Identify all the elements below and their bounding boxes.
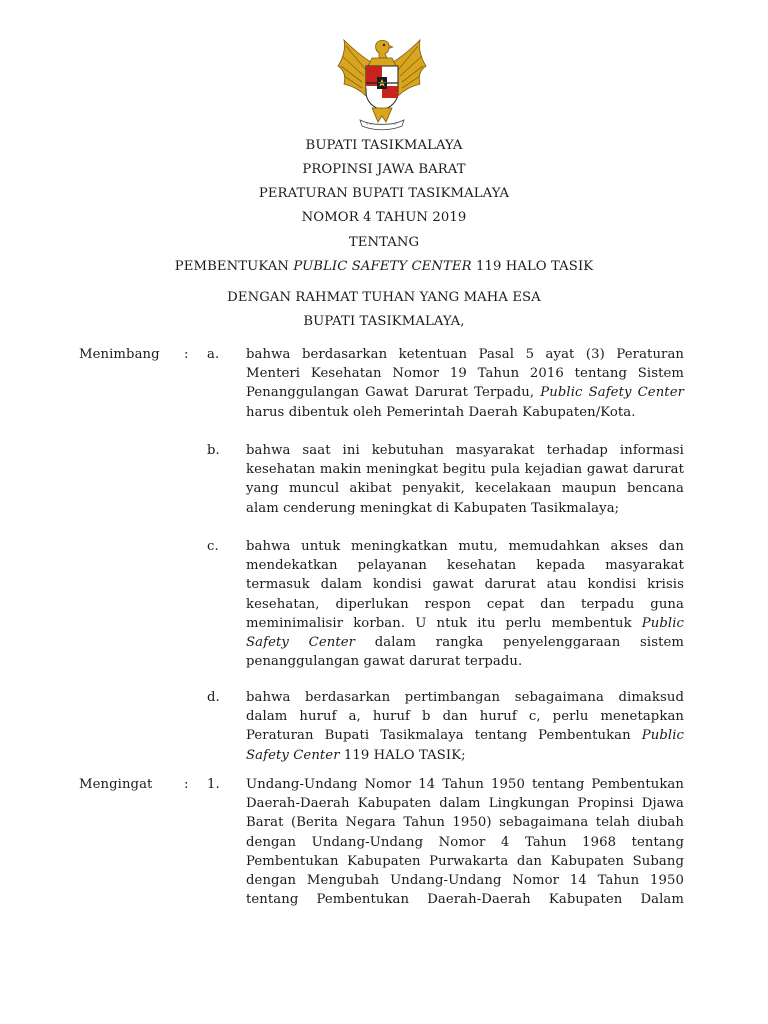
menimbang-item-a-text: bahwa berdasarkan ketentuan Pasal 5 ayat (3) Peraturan Menteri Kesehatan Nomor 19 Tahun 2016 tentang Sistem Penanggulangan Gawat Darurat Terpadu, bbox=[246, 347, 684, 401]
menimbang-item-b bbox=[246, 441, 684, 518]
header-regent-signature-line: BUPATI TASIKMALAYA, bbox=[303, 314, 465, 329]
header-about: TENTANG bbox=[348, 235, 420, 250]
header-subject bbox=[0, 257, 768, 276]
menimbang-item-c-mark: c. bbox=[207, 539, 219, 554]
menimbang-item-d-italic: Public Safety Center bbox=[246, 728, 684, 763]
header-regulation-title: PERATURAN BUPATI TASIKMALAYA bbox=[258, 186, 510, 201]
header-province: PROPINSI JAWA BARAT bbox=[302, 162, 466, 177]
menimbang-item-b-mark: b. bbox=[207, 443, 220, 458]
mengingat-item-1 bbox=[246, 775, 684, 909]
menimbang-item-d-text: bahwa berdasarkan pertimbangan sebagaimana dimaksud dalam huruf a, huruf b dan huruf c, perlu menetapkan Peraturan Bupati Tasikmalaya tentang Pembentukan bbox=[246, 690, 684, 744]
garuda-emblem-icon bbox=[332, 36, 432, 132]
menimbang-item-c-text: bahwa untuk meningkatkan mutu, memudahkan akses dan mendekatkan pelayanan kesehatan kepada masyarakat termasuk dalam kondisi gawat darurat atau kondisi krisis kesehatan, diperlukan respon cepat dan terpadu guna meminimalisir korban. U ntuk itu perlu membentuk bbox=[246, 539, 684, 631]
header-subject-italic: PUBLIC SAFETY CENTER bbox=[293, 259, 472, 274]
header-regent-title: BUPATI TASIKMALAYA bbox=[305, 138, 463, 153]
menimbang-item-a-mark: a. bbox=[207, 347, 220, 362]
menimbang-item-d bbox=[246, 688, 684, 765]
header-invocation: DENGAN RAHMAT TUHAN YANG MAHA ESA bbox=[227, 290, 541, 305]
header-subject-post: 119 HALO TASIK bbox=[471, 259, 594, 274]
menimbang-item-d-text-end: 119 HALO TASIK; bbox=[339, 747, 466, 763]
menimbang-label: Menimbang bbox=[79, 347, 160, 362]
menimbang-item-c bbox=[246, 537, 684, 671]
menimbang-item-c-italic: Public Safety Center bbox=[246, 615, 684, 651]
menimbang-item-a-italic: Public Safety Center bbox=[540, 385, 685, 401]
header-subject-pre: PEMBENTUKAN bbox=[174, 259, 294, 274]
mengingat-item-1-mark: 1. bbox=[207, 777, 220, 792]
mengingat-colon: : bbox=[184, 777, 189, 792]
mengingat-label: Mengingat bbox=[79, 777, 153, 792]
menimbang-item-a-text-end: harus dibentuk oleh Pemerintah Daerah Kabupaten/Kota. bbox=[246, 404, 636, 420]
menimbang-item-c-text-end: dalam rangka penyelenggaraan sistem penanggulangan gawat darurat terpadu. bbox=[246, 635, 684, 670]
mengingat-item-1-text: Undang-Undang Nomor 14 Tahun 1950 tentang Pembentukan Daerah-Daerah Kabupaten dalam Lingkungan Propinsi Djawa Barat (Berita Negara Tahun 1950) sebagaimana telah diubah dengan Undang-Undang Nomor 4 Tahun 1968 tentang Pembentukan Kabupaten Purwakarta dan Kabupaten Subang dengan Mengubah Undang-Undang Nomor 14 Tahun 1950 tentang Pembentukan Daerah-Daerah Kabupaten Dalam bbox=[246, 777, 684, 908]
menimbang-item-a bbox=[246, 345, 684, 422]
header-regulation-number: NOMOR 4 TAHUN 2019 bbox=[301, 210, 467, 225]
menimbang-colon: : bbox=[184, 347, 189, 362]
menimbang-item-d-mark: d. bbox=[207, 690, 220, 705]
menimbang-item-b-text: bahwa saat ini kebutuhan masyarakat terhadap informasi kesehatan makin meningkat begitu pula kejadian gawat darurat yang muncul akibat penyakit, kecelakaan maupun bencana alam cenderung meningkat di Kabupaten Tasikmalaya; bbox=[246, 443, 684, 516]
